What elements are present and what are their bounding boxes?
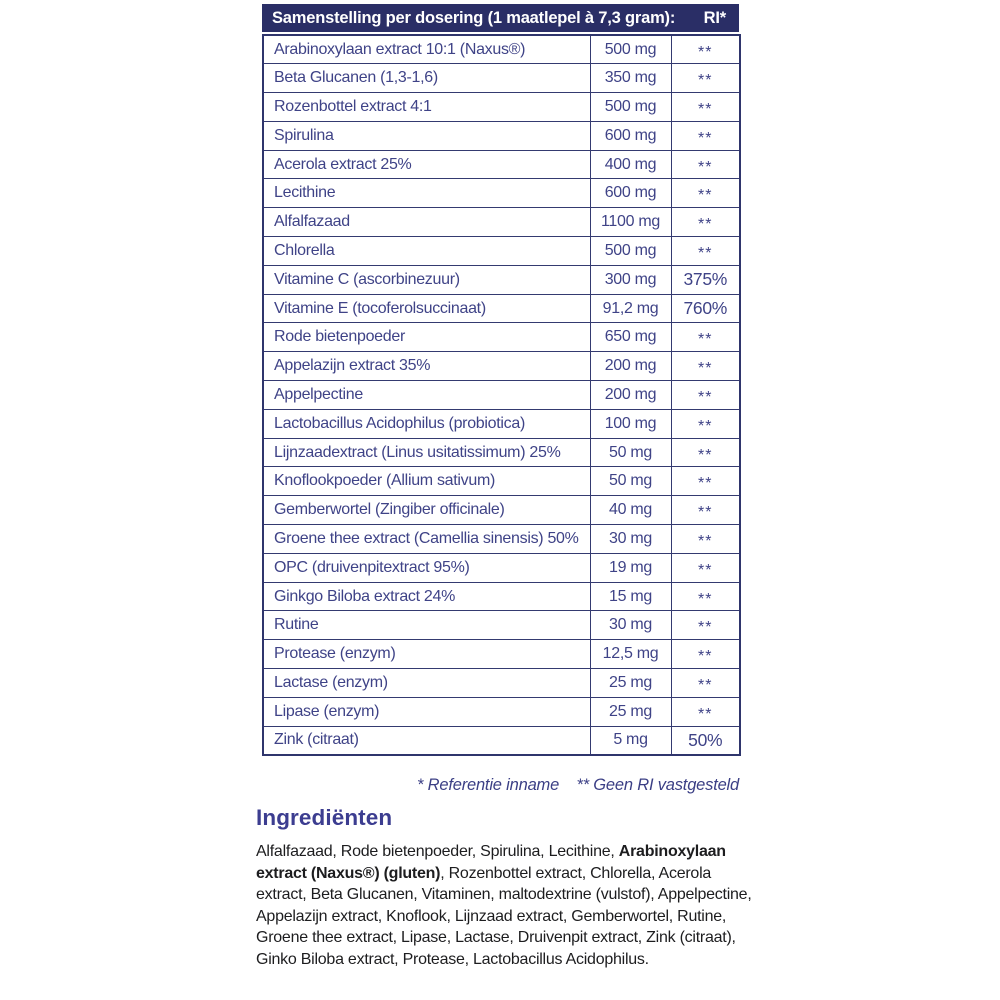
table-row	[263, 438, 740, 467]
table-row	[263, 323, 740, 352]
ingredient-name: Alfalfazaad	[263, 208, 590, 237]
ingredient-ri: **	[671, 611, 740, 640]
composition-table-header	[262, 4, 739, 32]
table-row	[263, 381, 740, 410]
ingredient-ri: **	[671, 409, 740, 438]
ingredient-ri: **	[671, 582, 740, 611]
ingredient-name: Vitamine C (ascorbinezuur)	[263, 265, 590, 294]
table-row	[263, 237, 740, 266]
ingredient-amount: 400 mg	[590, 150, 671, 179]
ingredients-text-post: , Rozenbottel extract, Chlorella, Acerola extract, Beta Glucanen, Vitaminen, maltodextrine (vulstof), Appelpectine, Appelazijn extract, Knoflook, Lijnzaad extract, Gemberwortel, Rutine, Groene thee extract, Lipase, Lactase, Druivenpit extract, Zink (citraat), Ginko Biloba extract, Protease, Lactobacillus Acidophilus.	[256, 864, 752, 968]
ingredient-name: Spirulina	[263, 121, 590, 150]
ingredient-ri: **	[671, 352, 740, 381]
table-row	[263, 640, 740, 669]
table-row	[263, 294, 740, 323]
table-row	[263, 726, 740, 755]
footnote-no-ri: ** Geen RI vastgesteld	[576, 776, 739, 794]
table-row	[263, 525, 740, 554]
table-row	[263, 150, 740, 179]
ingredient-name: Ginkgo Biloba extract 24%	[263, 582, 590, 611]
ingredient-amount: 600 mg	[590, 179, 671, 208]
ingredient-name: Rozenbottel extract 4:1	[263, 93, 590, 122]
ingredient-amount: 25 mg	[590, 697, 671, 726]
ingredient-amount: 650 mg	[590, 323, 671, 352]
ingredient-ri: **	[671, 121, 740, 150]
ri-column-header: RI*	[703, 8, 726, 27]
ingredient-amount: 200 mg	[590, 352, 671, 381]
ingredient-name: Knoflookpoeder (Allium sativum)	[263, 467, 590, 496]
ingredient-ri: **	[671, 467, 740, 496]
table-row	[263, 121, 740, 150]
table-row	[263, 179, 740, 208]
ingredient-ri: 760%	[671, 294, 740, 323]
ingredient-amount: 12,5 mg	[590, 640, 671, 669]
ingredient-name: Lipase (enzym)	[263, 697, 590, 726]
ingredients-heading: Ingrediënten	[256, 805, 393, 830]
table-row	[263, 553, 740, 582]
ingredient-amount: 30 mg	[590, 525, 671, 554]
ingredient-name: Protease (enzym)	[263, 640, 590, 669]
ingredient-ri: **	[671, 64, 740, 93]
ingredient-amount: 91,2 mg	[590, 294, 671, 323]
ingredient-ri: **	[671, 525, 740, 554]
ingredient-amount: 15 mg	[590, 582, 671, 611]
composition-table	[262, 4, 739, 756]
ingredient-name: Lecithine	[263, 179, 590, 208]
ingredients-text-bold: Arabinoxylaan extract (Naxus®) (gluten)	[256, 843, 726, 882]
table-row	[263, 265, 740, 294]
table-row	[263, 409, 740, 438]
ingredient-name: Arabinoxylaan extract 10:1 (Naxus®)	[263, 35, 590, 64]
table-row	[263, 93, 740, 122]
table-row	[263, 697, 740, 726]
ingredient-ri: **	[671, 179, 740, 208]
ingredient-amount: 5 mg	[590, 726, 671, 755]
ingredient-amount: 200 mg	[590, 381, 671, 410]
ingredient-amount: 30 mg	[590, 611, 671, 640]
ingredient-ri: **	[671, 640, 740, 669]
ingredient-amount: 1100 mg	[590, 208, 671, 237]
ingredient-name: Lactobacillus Acidophilus (probiotica)	[263, 409, 590, 438]
ingredient-name: Gemberwortel (Zingiber officinale)	[263, 496, 590, 525]
ingredient-ri: **	[671, 237, 740, 266]
ingredient-name: Rode bietenpoeder	[263, 323, 590, 352]
ingredient-ri: **	[671, 323, 740, 352]
table-row	[263, 64, 740, 93]
ingredient-name: Acerola extract 25%	[263, 150, 590, 179]
ingredient-name: OPC (druivenpitextract 95%)	[263, 553, 590, 582]
ingredient-name: Groene thee extract (Camellia sinensis) 50%	[263, 525, 590, 554]
ingredient-name: Chlorella	[263, 237, 590, 266]
ingredient-ri: **	[671, 381, 740, 410]
composition-header-title: Samenstelling per dosering (1 maatlepel à 7,3 gram):	[272, 8, 676, 27]
table-row	[263, 611, 740, 640]
ingredient-amount: 500 mg	[590, 35, 671, 64]
ingredients-text-pre: Alfalfazaad, Rode bietenpoeder, Spirulina, Lecithine,	[256, 843, 619, 860]
ingredient-ri: **	[671, 35, 740, 64]
ingredient-amount: 500 mg	[590, 93, 671, 122]
ingredient-ri: **	[671, 438, 740, 467]
ingredient-ri: **	[671, 208, 740, 237]
ingredient-name: Appelazijn extract 35%	[263, 352, 590, 381]
ingredient-amount: 19 mg	[590, 553, 671, 582]
ingredient-amount: 50 mg	[590, 438, 671, 467]
table-row	[263, 467, 740, 496]
ingredient-name: Zink (citraat)	[263, 726, 590, 755]
ingredient-amount: 40 mg	[590, 496, 671, 525]
footnote-reference-intake: * Referentie inname	[417, 776, 560, 794]
ingredient-name: Lijnzaadextract (Linus usitatissimum) 25%	[263, 438, 590, 467]
ingredient-ri: 50%	[671, 726, 740, 755]
ingredient-name: Beta Glucanen (1,3-1,6)	[263, 64, 590, 93]
ingredient-ri: **	[671, 496, 740, 525]
table-row	[263, 582, 740, 611]
table-row	[263, 208, 740, 237]
ingredient-ri: 375%	[671, 265, 740, 294]
table-row	[263, 35, 740, 64]
ingredient-ri: **	[671, 150, 740, 179]
ingredient-ri: **	[671, 669, 740, 698]
composition-rows	[262, 34, 741, 756]
ingredient-amount: 600 mg	[590, 121, 671, 150]
table-row	[263, 669, 740, 698]
ingredient-name: Vitamine E (tocoferolsuccinaat)	[263, 294, 590, 323]
ingredients-paragraph	[256, 841, 752, 971]
ingredient-amount: 350 mg	[590, 64, 671, 93]
ingredient-name: Rutine	[263, 611, 590, 640]
ingredient-amount: 100 mg	[590, 409, 671, 438]
ingredient-name: Appelpectine	[263, 381, 590, 410]
ingredient-ri: **	[671, 553, 740, 582]
table-footnote	[262, 776, 739, 795]
table-row	[263, 496, 740, 525]
ingredient-ri: **	[671, 697, 740, 726]
table-row	[263, 352, 740, 381]
ingredient-amount: 50 mg	[590, 467, 671, 496]
ingredient-ri: **	[671, 93, 740, 122]
ingredient-amount: 25 mg	[590, 669, 671, 698]
ingredient-amount: 300 mg	[590, 265, 671, 294]
ingredient-name: Lactase (enzym)	[263, 669, 590, 698]
ingredient-amount: 500 mg	[590, 237, 671, 266]
